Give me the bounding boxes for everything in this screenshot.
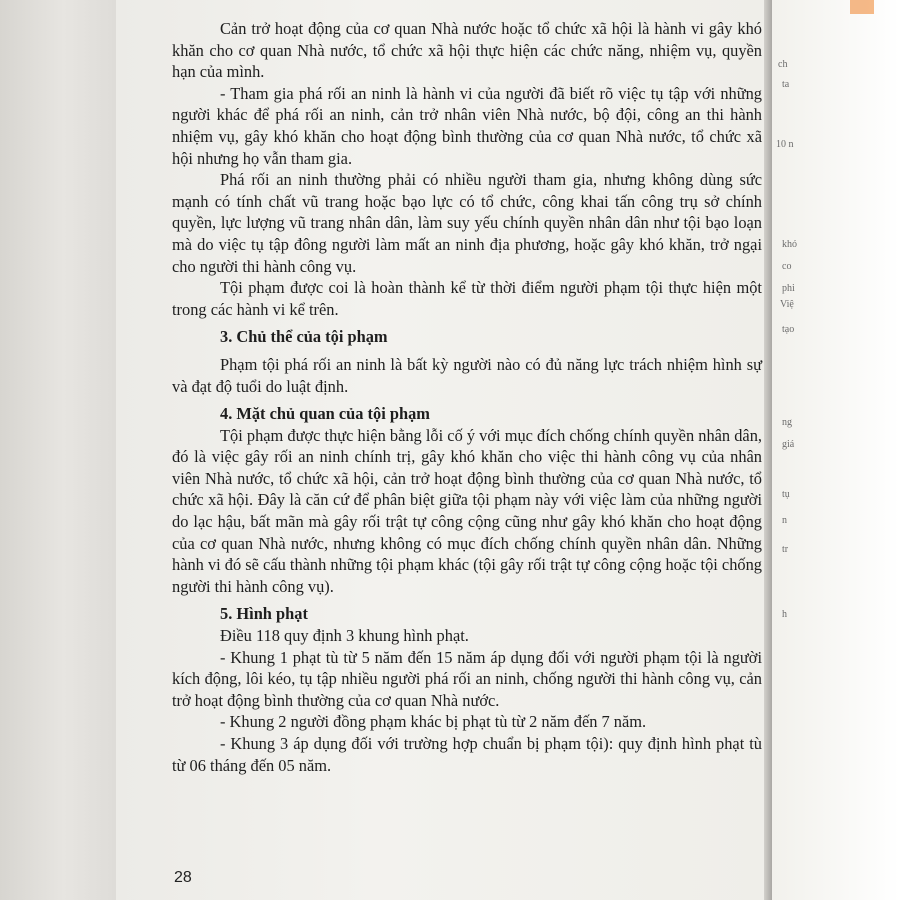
paragraph: - Khung 1 phạt tù từ 5 năm đến 15 năm áp dụng đối với người phạm tội là người kích động, lôi kéo, tụ tập nhiều người phá rối an ninh, chống người thi hành công vụ, cản trở hoạt động bình thường của cơ quan Nhà nước. <box>172 647 762 710</box>
book-gutter <box>764 0 772 900</box>
paragraph: Phạm tội phá rối an ninh là bất kỳ người nào có đủ năng lực trách nhiệm hình sự và đạt độ tuổi do luật định. <box>172 354 762 396</box>
section-heading: 3. Chủ thể của tội phạm <box>220 327 388 347</box>
paragraph: Tội phạm được coi là hoàn thành kể từ thời điểm người phạm tội thực hiện một trong các hành vi kể trên. <box>172 278 762 319</box>
paragraph: - Khung 3 áp dụng đối với trường hợp chuẩn bị phạm tội): quy định hình phạt tù từ 06 tháng đến 05 năm. <box>172 734 762 775</box>
page-body-text <box>172 18 762 776</box>
left-margin-background <box>0 0 116 900</box>
paragraph: Tội phạm được thực hiện bằng lỗi cố ý với mục đích chống chính quyền nhân dân, đó là việc gây rối an ninh chính trị, gây khó khăn cho việc thi hành công vụ của nhân viên Nhà nước, tổ chức xã hội, cản trở hoạt động bình thường của cơ quan Nhà nước, tổ chức xã hội. Đây là căn cứ để phân biệt giữa tội phạm này với việc làm của những người do lạc hậu, bất mãn mà gây rối trật tự công cộng cũng như gây khó khăn cho hoạt động của cơ quan Nhà nước, nhưng không có mục đích chống chính quyền nhân dân. Những hành vi đó sẽ cấu thành những tội phạm khác (tội gây rối trật tự công cộng hoặc tội chống người thi hành công vụ). <box>172 425 762 596</box>
page-number: 28 <box>174 869 192 886</box>
paragraph: - Khung 2 người đồng phạm khác bị phạt tù từ 2 năm đến 7 năm. <box>220 712 647 732</box>
section-heading: 4. Mặt chủ quan của tội phạm <box>220 404 430 424</box>
next-page-edge: ch ta 10 n khó co phi Việ tạo ng giá tụ n tr h <box>772 0 900 900</box>
paragraph: Điều 118 quy định 3 khung hình phạt. <box>220 626 469 646</box>
paragraph: Cản trở hoạt động của cơ quan Nhà nước hoặc tổ chức xã hội là hành vi gây khó khăn cho cơ quan Nhà nước, tổ chức xã hội thực hiện các chức năng, nhiệm vụ, quyền hạn của mình. <box>172 19 762 82</box>
paragraph: Phá rối an ninh thường phải có nhiều người tham gia, nhưng không dùng sức mạnh có tính chất vũ trang hoặc bạo lực có tổ chức, công khai tấn công trụ sở chính quyền, lực lượng vũ trang nhân dân, làm suy yếu chính quyền nhân dân như tội bạo loạn mà do việc tụ tập đông người làm mất an ninh địa phương, hoặc gây khó khăn, trở ngại cho người thi hành công vụ. <box>172 170 762 276</box>
section-heading: 5. Hình phạt <box>220 604 308 624</box>
paragraph: - Tham gia phá rối an ninh là hành vi của người đã biết rõ việc tụ tập với những người khác để phá rối an ninh, cản trở nhân viên Nhà nước, bộ đội, công an thi hành nhiệm vụ, gây khó khăn cho hoạt động bình thường của cơ quan Nhà nước, tổ chức xã hội nhưng họ vẫn tham gia. <box>172 83 762 168</box>
orange-tab-marker <box>850 0 874 14</box>
